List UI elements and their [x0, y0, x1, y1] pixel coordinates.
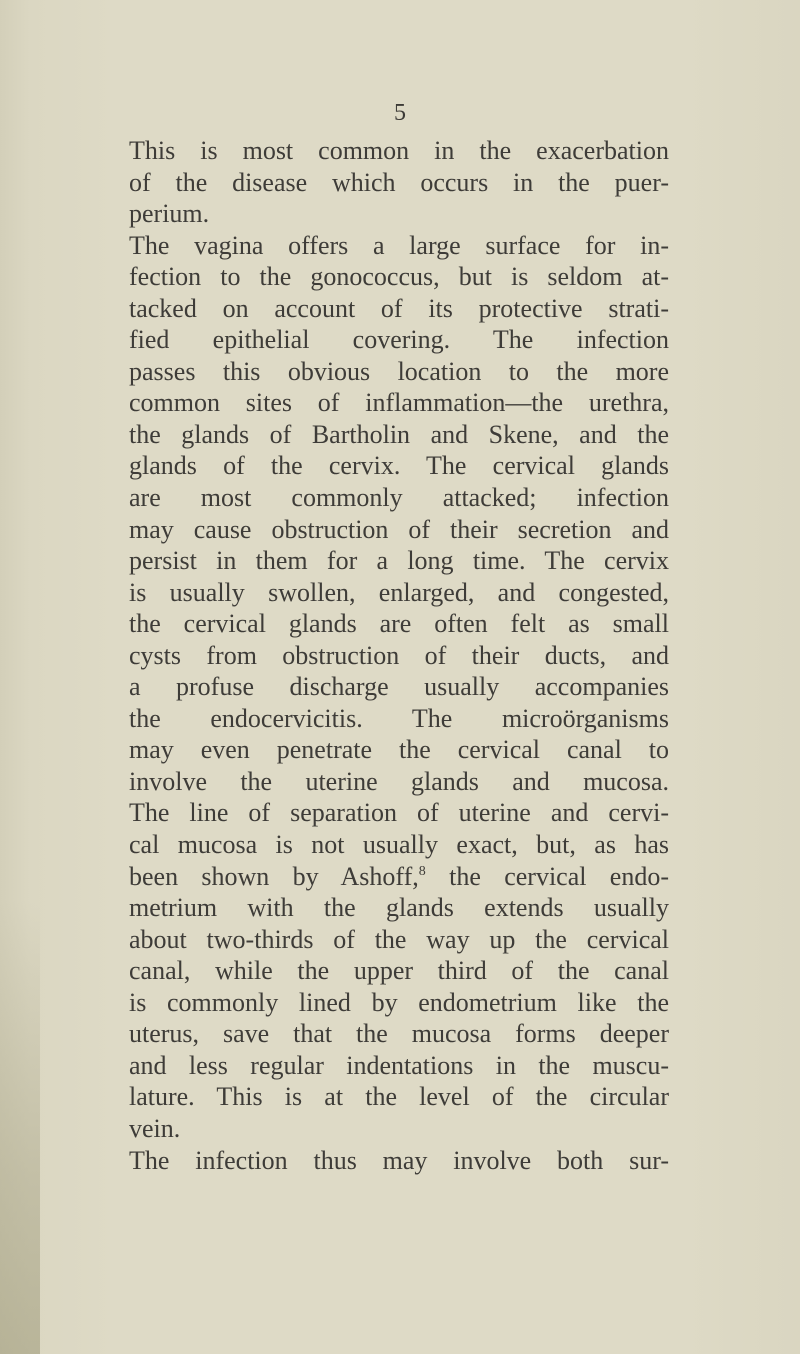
- page-number: 5: [394, 100, 406, 126]
- text-line: metrium with the glands extends usually: [129, 893, 669, 923]
- text-segment: the cervical endo-: [425, 861, 670, 891]
- text-line: perium.: [129, 199, 210, 229]
- text-line: may cause obstruction of their secretion and: [129, 514, 669, 544]
- text-line: uterus, save that the mucosa forms deeper: [129, 1019, 669, 1049]
- text-line: the cervical glands are often felt as small: [129, 609, 669, 639]
- text-line: The infection thus may involve both sur-: [129, 1145, 669, 1175]
- text-line: a profuse discharge usually accompanies: [129, 672, 669, 702]
- body-text: [129, 135, 669, 1176]
- footnote-reference: 8: [418, 863, 426, 879]
- text-line: about two-thirds of the way up the cervical: [129, 924, 669, 954]
- text-line: The vagina offers a large surface for in-: [129, 230, 669, 260]
- text-line: lature. This is at the level of the circular: [129, 1082, 669, 1112]
- text-line: and less regular indentations in the muscu-: [129, 1050, 669, 1080]
- text-line: is commonly lined by endometrium like the: [129, 987, 669, 1017]
- text-line: tacked on account of its protective strati-: [129, 293, 669, 323]
- text-line: This is most common in the exacerbation: [129, 136, 669, 165]
- page-edge-shadow: [0, 900, 40, 1354]
- text-line: fied epithelial covering. The infection: [129, 325, 669, 355]
- text-line: cysts from obstruction of their ducts, and: [129, 640, 669, 670]
- text-line: vein.: [129, 1113, 181, 1143]
- text-line: cal mucosa is not usually exact, but, as has: [129, 830, 669, 860]
- text-line: the glands of Bartholin and Skene, and the: [129, 419, 669, 449]
- text-line: is usually swollen, enlarged, and congested,: [129, 577, 669, 607]
- text-line: persist in them for a long time. The cervix: [129, 546, 669, 576]
- text-line: of the disease which occurs in the puer-: [129, 167, 669, 197]
- text-line-with-footnote: [129, 861, 669, 893]
- text-line: involve the uterine glands and mucosa.: [129, 766, 669, 796]
- text-line: common sites of inflammation—the urethra,: [129, 388, 669, 418]
- text-line: The line of separation of uterine and cervi-: [129, 798, 669, 828]
- text-line: passes this obvious location to the more: [129, 356, 669, 386]
- text-line: may even penetrate the cervical canal to: [129, 735, 669, 765]
- text-segment: been shown by Ashoff,: [129, 861, 419, 891]
- text-line: fection to the gonococcus, but is seldom at-: [129, 262, 669, 292]
- text-line: the endocervicitis. The microörganisms: [129, 703, 669, 733]
- text-line: canal, while the upper third of the canal: [129, 956, 669, 986]
- text-line: glands of the cervix. The cervical glands: [129, 451, 669, 481]
- text-line: are most commonly attacked; infection: [129, 483, 669, 513]
